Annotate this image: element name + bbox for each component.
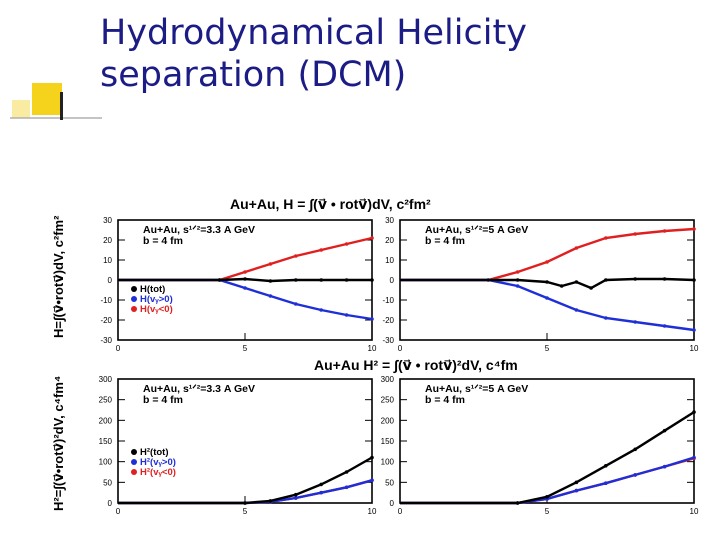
y-tick-label: 0: [107, 276, 112, 285]
data-point: [545, 260, 549, 264]
chart-panel-top-left: [100, 216, 377, 353]
panel-annotation: b = 4 fm: [425, 235, 465, 247]
x-tick-label: 5: [544, 344, 550, 353]
slide-title: Hydrodynamical Helicity separation (DCM): [100, 13, 527, 95]
data-point: [604, 481, 608, 485]
x-tick-label: 0: [397, 507, 403, 516]
panel-annotation: Au+Au, s¹ᐟ²=5 A GeV: [425, 224, 529, 236]
y-tick-label: -20: [100, 316, 112, 325]
data-point: [604, 464, 608, 468]
data-point: [663, 465, 667, 469]
data-point: [319, 483, 323, 487]
yellow-square: [32, 83, 62, 115]
data-point: [370, 317, 374, 321]
data-point: [575, 481, 579, 485]
y-tick-label: 150: [380, 437, 394, 446]
data-point: [692, 328, 696, 332]
data-point: [692, 278, 696, 282]
top-y-axis-label: H=∫(v⃗•rotv⃗)dV, c²fm²: [51, 215, 66, 338]
data-point: [345, 278, 349, 282]
x-tick-label: 10: [367, 344, 377, 353]
data-point: [294, 493, 298, 497]
x-tick-label: 10: [367, 507, 377, 516]
data-point: [370, 278, 374, 282]
data-point: [516, 284, 520, 288]
legend-marker: [131, 449, 137, 455]
legend-marker: [131, 286, 137, 292]
x-tick-label: 10: [689, 344, 699, 353]
data-point: [319, 278, 323, 282]
legend-marker: [131, 306, 137, 312]
chart-panel-top-right: [382, 216, 699, 353]
data-point: [269, 294, 273, 298]
data-point: [575, 280, 579, 284]
data-point: [370, 456, 374, 460]
data-point: [243, 286, 247, 290]
data-point: [575, 489, 579, 493]
data-point: [345, 242, 349, 246]
data-point: [604, 316, 608, 320]
legend-label: H²(vᵧ<0): [140, 467, 176, 478]
yellow-square-bullet-icon: [8, 80, 104, 124]
x-tick-label: 5: [242, 344, 248, 353]
data-point: [294, 278, 298, 282]
panel-annotation: b = 4 fm: [143, 394, 183, 406]
legend-marker: [131, 296, 137, 302]
data-point: [604, 278, 608, 282]
y-tick-label: 50: [103, 478, 112, 488]
panel-annotation: Au+Au, s¹ᐟ²=5 A GeV: [425, 383, 529, 395]
data-point: [692, 227, 696, 231]
vertical-bar: [60, 92, 63, 120]
data-point: [633, 473, 637, 477]
data-point: [345, 313, 349, 317]
y-tick-label: 10: [103, 256, 112, 265]
helicity-figure: [30, 186, 720, 516]
y-tick-label: 100: [380, 457, 394, 467]
panel-annotation: Au+Au, s¹ᐟ²=3.3 A GeV: [143, 383, 256, 395]
data-point: [294, 302, 298, 306]
data-point: [633, 277, 637, 281]
data-point: [633, 320, 637, 324]
x-tick-label: 10: [689, 507, 699, 516]
data-point: [692, 410, 696, 414]
y-tick-label: 100: [98, 457, 112, 467]
y-tick-label: 250: [380, 395, 394, 405]
legend-label: H²(tot): [140, 447, 169, 458]
data-point: [633, 232, 637, 236]
y-tick-label: 300: [380, 375, 394, 384]
data-point: [663, 229, 667, 233]
data-point: [370, 478, 374, 482]
data-point: [319, 491, 323, 495]
y-tick-label: 200: [98, 416, 112, 426]
bottom-figure-header: Au+Au H² = ∫(v⃗ • rotv⃗)²dV, c⁴fm: [314, 357, 518, 373]
legend-label: H(vᵧ<0): [140, 304, 173, 315]
data-point: [516, 270, 520, 274]
x-tick-label: 5: [242, 507, 248, 516]
data-point: [545, 280, 549, 284]
data-point: [633, 447, 637, 451]
data-point: [589, 286, 593, 290]
data-point: [545, 495, 549, 499]
data-point: [243, 270, 247, 274]
y-tick-label: 200: [380, 416, 394, 426]
data-point: [663, 324, 667, 328]
data-point: [319, 308, 323, 312]
y-tick-label: -30: [382, 336, 394, 345]
data-point: [370, 236, 374, 240]
data-point: [663, 429, 667, 433]
data-point: [516, 278, 520, 282]
legend-marker: [131, 469, 137, 475]
legend-label: H²(vᵧ>0): [140, 457, 176, 468]
data-point: [560, 284, 564, 288]
x-tick-label: 0: [115, 507, 121, 516]
y-tick-label: 20: [385, 236, 394, 245]
y-tick-label: 30: [103, 216, 112, 225]
y-tick-label: 0: [389, 276, 394, 285]
data-point: [294, 254, 298, 258]
data-point: [243, 277, 247, 281]
y-tick-label: 10: [385, 256, 394, 265]
y-tick-label: 0: [107, 499, 112, 508]
legend-label: H(vᵧ>0): [140, 294, 173, 305]
y-tick-label: 0: [389, 499, 394, 508]
panel-annotation: b = 4 fm: [425, 394, 465, 406]
y-tick-label: 300: [98, 375, 112, 384]
data-point: [345, 470, 349, 474]
data-point: [345, 485, 349, 489]
data-point: [269, 279, 273, 283]
data-point: [269, 262, 273, 266]
legend-label: H(tot): [140, 284, 166, 295]
data-point: [692, 456, 696, 460]
y-tick-label: -10: [100, 296, 112, 305]
legend-marker: [131, 459, 137, 465]
y-tick-label: -10: [382, 296, 394, 305]
x-tick-label: 0: [397, 344, 403, 353]
y-tick-label: -20: [382, 316, 394, 325]
panel-annotation: b = 4 fm: [143, 235, 183, 247]
y-tick-label: 250: [98, 395, 112, 405]
data-point: [218, 278, 222, 282]
data-point: [516, 501, 520, 505]
y-tick-label: 20: [103, 236, 112, 245]
bottom-y-axis-label: H²=∫(v⃗•rotv⃗)²dV, c⁴fm⁴: [51, 375, 66, 511]
y-tick-label: -30: [100, 336, 112, 345]
x-tick-label: 0: [115, 344, 121, 353]
chart-panel-bottom-left: [99, 375, 377, 516]
y-tick-label: 150: [98, 437, 112, 446]
data-point: [575, 308, 579, 312]
panel-annotation: Au+Au, s¹ᐟ²=3.3 A GeV: [143, 224, 256, 236]
x-tick-label: 5: [544, 507, 550, 516]
data-point: [294, 496, 298, 500]
top-figure-header: Au+Au, H = ∫(v⃗ • rotv⃗)dV, c²fm²: [230, 196, 431, 212]
y-tick-label: 50: [385, 478, 394, 488]
pale-square: [12, 100, 30, 118]
y-tick-label: 30: [385, 216, 394, 225]
data-point: [604, 236, 608, 240]
data-point: [269, 499, 273, 503]
data-point: [663, 277, 667, 281]
data-point: [545, 296, 549, 300]
chart-panel-bottom-right: [381, 375, 699, 516]
data-point: [575, 246, 579, 250]
data-point: [319, 248, 323, 252]
data-point: [243, 501, 247, 505]
